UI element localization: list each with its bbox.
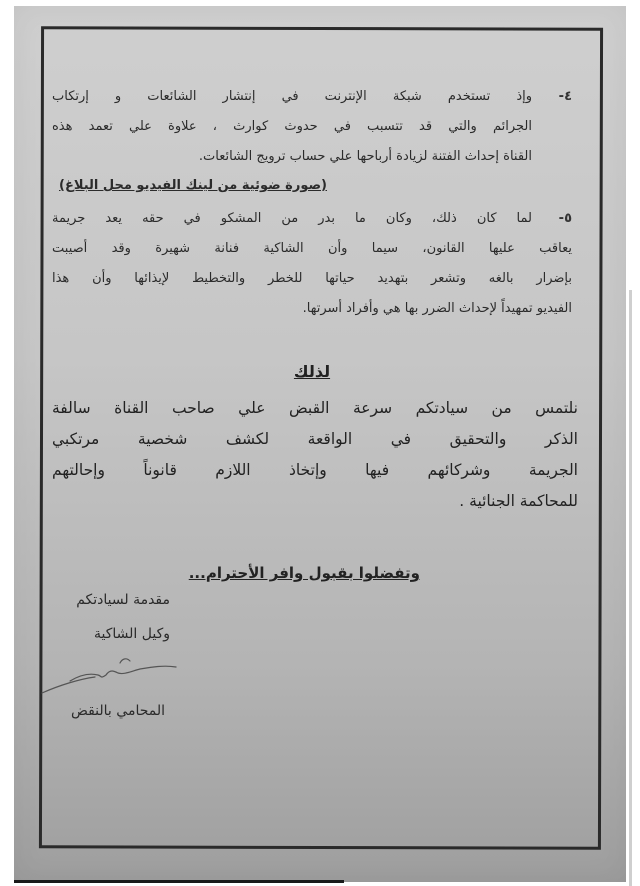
request-line: للمحاكمة الجنائية . [459,492,578,510]
paragraph-number: ٥- [558,211,572,226]
request-paragraph [52,393,578,517]
paragraph-line: يعاقب عليها القانون، سيما وأن الشاكية فنانة شهيرة وقد أصيبت [52,241,572,256]
paragraph-5 [52,204,572,234]
document-body [52,82,572,324]
paragraph-line: وإذ تستخدم شبكة الإنترنت في إنتشار الشائعات و إرتكاب [52,89,532,104]
submitted-to-line: مقدمة لسيادتكم [76,592,170,608]
paragraph-5-continuation [52,234,572,324]
paragraph-line: الجرائم والتي قد تتسبب في حدوث كوارث ، علاوة علي تعمد هذه [52,119,532,134]
paragraph-number: ٤- [558,89,572,104]
paragraph-4 [52,82,572,172]
section-heading: لذلك [293,362,331,381]
paragraph-line: لما كان ذلك، وكان ما بدر من المشكو في حقه يعد جريمة [52,211,532,226]
lawyer-title: المحامي بالنقض [70,703,165,719]
figure-caption: (صورة ضوئية من لينك الفيديو محل البلاغ) [59,178,327,193]
right-edge-line [629,290,632,886]
paragraph-line: الفيديو تمهيداً لإحداث الضرر بها هي وأفراد أسرتها. [302,301,572,316]
request-line: الذكر والتحقيق في الواقعة لكشف شخصية مرتكبي [52,430,578,448]
handwritten-signature-icon [40,655,180,695]
request-line: نلتمس من سيادتكم سرعة القبض علي صاحب القناة سالفة [52,399,578,417]
request-line: الجريمة وشركائهم فيها وإتخاذ اللازم قانوناً وإحالتهم [52,461,578,479]
paper-bottom-edge [14,880,344,883]
paragraph-line: بإضرار بالغه وتشعر بتهديد حياتها للخطر والتخطيط لإيذائها وأن هذا [52,271,572,286]
complainant-agent-line: وكيل الشاكية [93,626,170,642]
closing-line: وتفضلوا بقبول وافر الأحترام... [188,564,420,582]
paragraph-line: القناة إحداث الفتنة لزيادة أرباحها علي حساب ترويج الشائعات. [198,149,532,164]
